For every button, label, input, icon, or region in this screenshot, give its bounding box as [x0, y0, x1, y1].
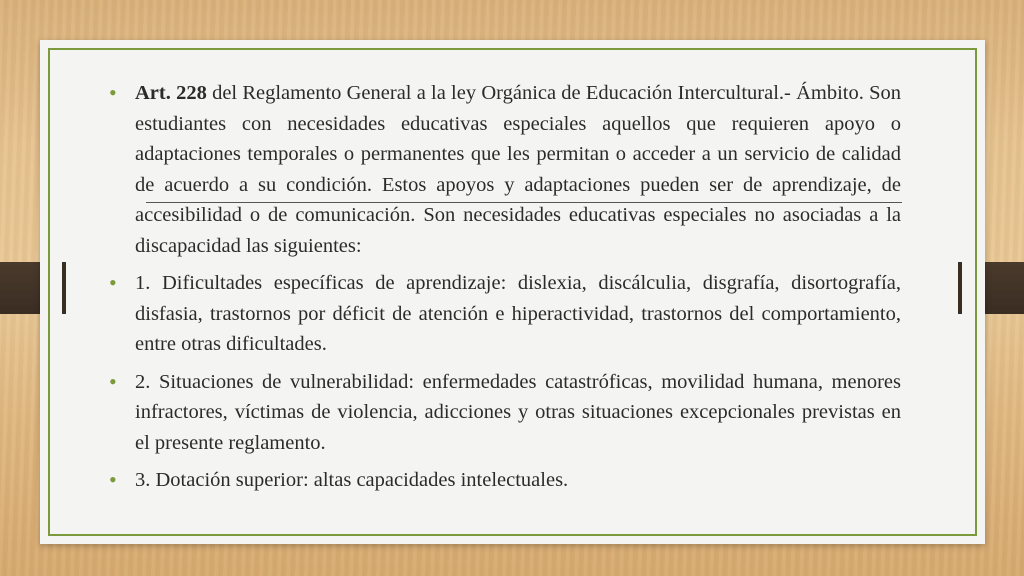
- bullet-list: [105, 78, 901, 496]
- bullet-text: 2. Situaciones de vulnerabilidad: enfermedades catastróficas, movilidad humana, menores infractores, víctimas de violencia, adicciones y otras situaciones excepcionales previstas en el presente reglamento.: [135, 370, 901, 454]
- bullet-item-3: [105, 465, 901, 496]
- bullet-item-2: [105, 367, 901, 459]
- left-tab-stub: [62, 262, 66, 314]
- article-text: del Reglamento General a la ley Orgánica de Educación Intercultural.- Ámbito. Son estudiantes con necesidades educativas especiales aquellos que requieren apoyo o adaptaciones temporales o permanentes que les permitan o acceder a un servicio de calidad de acuerdo a su condición. Estos apoyos y adaptaciones pueden ser de aprendizaje, de accesibilidad o de comunicación. Son necesidades educativas especiales no asociadas a la discapacidad las siguientes:: [135, 82, 901, 257]
- bullet-text: 1. Dificultades específicas de aprendizaje: dislexia, discálculia, disgrafía, disortografía, disfasia, trastornos por déficit de atención e hiperactividad, trastornos del comportamiento, entre otras dificultades.: [135, 272, 901, 355]
- right-tab-stub: [958, 262, 962, 314]
- bullet-text: 3. Dotación superior: altas capacidades intelectuales.: [135, 469, 569, 491]
- article-reference: Art. 228: [135, 82, 207, 104]
- bullet-dot-icon: •: [109, 467, 117, 492]
- bullet-dot-icon: •: [109, 270, 117, 295]
- bullet-dot-icon: •: [109, 80, 117, 105]
- bullet-item-1: [105, 268, 901, 360]
- bullet-item-art-228: [105, 78, 901, 261]
- bullet-dot-icon: •: [109, 368, 117, 394]
